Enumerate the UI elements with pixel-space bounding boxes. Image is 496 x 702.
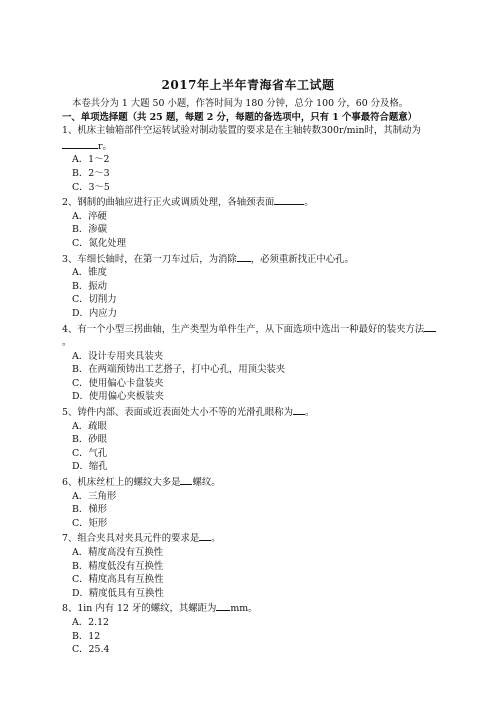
question-text: 8、1in 内有 12 牙的螺纹，其螺距为 <box>62 603 217 615</box>
answer-blank <box>274 194 304 205</box>
question-text-tail: 。 <box>211 533 221 545</box>
option-b: B．2～3 <box>72 167 110 179</box>
answer-blank <box>424 321 436 332</box>
option-a: A．淬硬 <box>72 210 107 222</box>
answer-blank <box>62 138 98 149</box>
section-heading: 一、单项选择题（共 25 题，每题 2 分，每题的备选项中，只有 1 个事最符合题意） <box>62 111 418 123</box>
option-b: B．砂眼 <box>72 434 108 446</box>
question-2 <box>62 194 438 210</box>
option-d: D．精度低具有互换性 <box>72 587 164 599</box>
option-d: D．缩孔 <box>72 461 108 473</box>
question-6 <box>62 474 438 490</box>
page-title: 2017年上半年青海省车工试题 <box>161 78 335 92</box>
option-b: B．梯形 <box>72 504 108 516</box>
question-8 <box>62 600 438 616</box>
option-b: B．在两端预铸出工艺搭子，打中心孔，用顶尖装夹 <box>72 364 286 376</box>
option-c: C．切削力 <box>72 294 117 306</box>
option-c: C．25.4 <box>72 644 110 656</box>
question-4 <box>62 321 438 350</box>
answer-blank <box>216 600 230 611</box>
option-d: D．内应力 <box>72 307 118 319</box>
option-b: B．精度低没有互换性 <box>72 560 164 572</box>
question-text: 4、有一个小型三拐曲轴，生产类型为单件生产，从下面选项中选出一种最好的装夹方法 <box>62 323 425 335</box>
option-a: A．锥度 <box>72 267 107 279</box>
option-c: C．氮化处理 <box>72 237 127 249</box>
answer-blank <box>180 474 192 485</box>
option-a: A．疏眼 <box>72 420 107 432</box>
question-text: 3、车细长轴时，在第一刀车过后，为消除 <box>62 253 237 265</box>
option-d: D．使用偏心夹板装夹 <box>72 391 164 403</box>
question-text: 1、机床主轴箱部件空运转试验对制动装置的要求是在主轴转数300r/min时，其制动为 <box>62 125 421 137</box>
question-text-tail: 。 <box>62 337 72 349</box>
option-a: A．2.12 <box>72 616 110 628</box>
question-text: 6、机床丝杠上的螺纹大多是 <box>62 477 181 489</box>
question-7 <box>62 530 438 546</box>
option-b: B．12 <box>72 630 101 642</box>
question-1 <box>62 124 438 153</box>
option-c: C．气孔 <box>72 447 108 459</box>
question-text-tail: 。 <box>304 197 314 209</box>
document-body <box>62 97 438 657</box>
answer-blank <box>199 530 211 541</box>
option-c: C．3～5 <box>72 181 110 193</box>
option-c: C．矩形 <box>72 517 108 529</box>
option-a: A．精度高没有互换性 <box>72 547 164 558</box>
option-b: B．振动 <box>72 280 108 292</box>
question-text-tail: mm。 <box>230 603 258 615</box>
question-text-tail: r。 <box>98 140 112 152</box>
option-c: C．精度高具有互换性 <box>72 574 164 586</box>
question-text: 2、钢制的曲轴应进行正火或调质处理，各轴颈表面 <box>62 197 275 209</box>
question-text-tail: 。 <box>304 407 315 419</box>
question-text-tail: 螺纹。 <box>192 477 221 489</box>
option-a: A．设计专用夹具装夹 <box>72 350 164 362</box>
question-3 <box>62 251 438 267</box>
question-5 <box>62 404 438 420</box>
option-a: A．三角形 <box>72 490 117 502</box>
answer-blank <box>293 404 305 415</box>
option-a: A．1～2 <box>72 154 110 166</box>
option-c: C．使用偏心卡盘装夹 <box>72 377 164 389</box>
question-text: 7、组合夹具对夹具元件的要求是 <box>62 533 200 545</box>
exam-intro: 本卷共分为 1 大题 50 小题，作答时间为 180 分钟，总分 100 分，60 分及格。 <box>72 98 409 109</box>
answer-blank <box>237 251 251 262</box>
question-text-tail: ，必须重新找正中心孔。 <box>250 253 354 265</box>
option-b: B．渗碳 <box>72 224 108 236</box>
question-text: 5、铸件内部、表面或近表面处大小不等的光滑孔眼称为 <box>62 407 293 419</box>
